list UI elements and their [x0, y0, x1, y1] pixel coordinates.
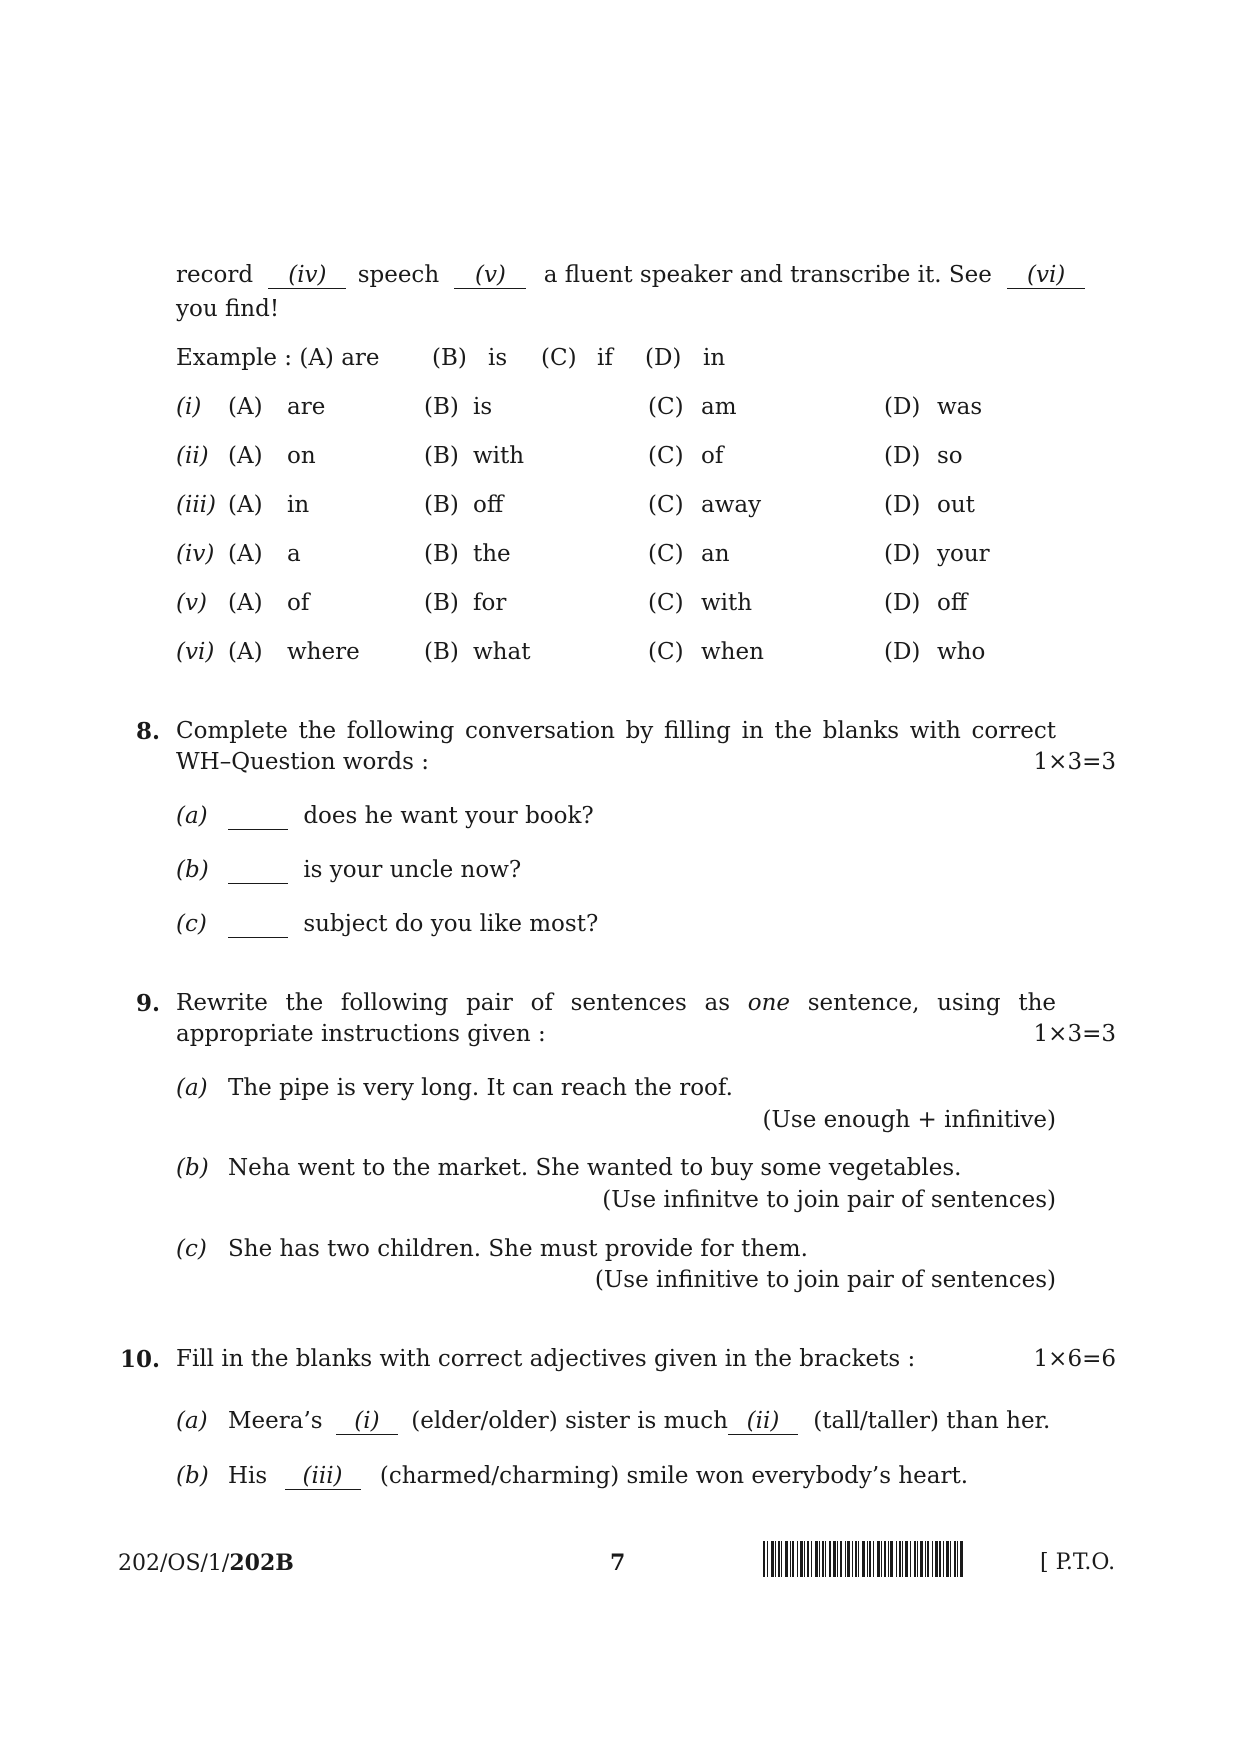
- option-row: (iv) (A) a (B) the (C) an (D) your: [176, 541, 990, 567]
- q9-marks: 1×3=3: [1033, 1021, 1116, 1047]
- blank-ii: (ii): [728, 1409, 798, 1435]
- option-row: (i) (A) are (B) is (C) am (D) was: [176, 394, 983, 420]
- q9-item-a: (a) The pipe is very long. It can reach the roof.: [176, 1075, 733, 1101]
- q8-marks: 1×3=3: [1033, 749, 1116, 775]
- option-row: (vi) (A) where (B) what (C) when (D) who: [176, 639, 986, 665]
- blank-line: [228, 912, 288, 938]
- q8-item-a: (a) does he want your book?: [176, 803, 594, 829]
- q9-item-b: (b) Neha went to the market. She wanted to buy some vegetables.: [176, 1155, 962, 1181]
- pto-label: [ P.T.O.: [1040, 1550, 1116, 1575]
- page-number: 7: [610, 1550, 626, 1576]
- question-number-10: 10.: [119, 1346, 160, 1373]
- blank-iv: (iv): [268, 263, 346, 289]
- option-row: (v) (A) of (B) for (C) with (D) off: [176, 590, 968, 616]
- barcode: [763, 1541, 1019, 1577]
- blank-vi: (vi): [1007, 263, 1085, 289]
- q9-line-1: Rewrite the following pair of sentences as one sentence, using the: [176, 990, 1056, 1016]
- passage-line-2: you find!: [176, 296, 280, 322]
- blank-line: [228, 804, 288, 830]
- blank-line: [228, 858, 288, 884]
- q9-item-c: (c) She has two children. She must provide for them.: [176, 1236, 808, 1262]
- q8-item-b: (b) is your uncle now?: [176, 857, 522, 883]
- q10-marks: 1×6=6: [1033, 1346, 1116, 1372]
- question-number-9: 9.: [135, 990, 160, 1017]
- option-row: (ii) (A) on (B) with (C) of (D) so: [176, 443, 963, 469]
- blank-iii: (iii): [285, 1464, 361, 1490]
- question-number-8: 8.: [135, 718, 160, 745]
- blank-i: (i): [336, 1409, 398, 1435]
- option-row: (iii) (A) in (B) off (C) away (D) out: [176, 492, 975, 518]
- passage-line-1: record (iv) speech (v) a fluent speaker and transcribe it. See (vi): [176, 262, 1085, 289]
- example-row: Example : (A) are (B) is (C) if (D) in: [176, 345, 726, 371]
- paper-code: 202/OS/1/202B: [118, 1550, 294, 1576]
- q8-line-1: Complete the following conversation by filling in the blanks with correct: [176, 718, 1056, 744]
- q8-item-c: (c) subject do you like most?: [176, 911, 599, 937]
- q9-line-2: appropriate instructions given :: [176, 1021, 546, 1047]
- q10-line-1: Fill in the blanks with correct adjectives given in the brackets :: [176, 1346, 916, 1372]
- q9-hint-b: (Use infinitve to join pair of sentences): [602, 1187, 1056, 1213]
- q8-line-2: WH–Question words :: [176, 749, 429, 775]
- q10-item-b: (b) His (iii) (charmed/charming) smile won everybody’s heart.: [176, 1463, 969, 1489]
- q9-hint-a: (Use enough + infinitive): [762, 1107, 1056, 1133]
- q10-item-a: (a) Meera’s (i) (elder/older) sister is much (ii) (tall/taller) than her.: [176, 1408, 1051, 1434]
- q9-hint-c: (Use infinitive to join pair of sentences): [594, 1267, 1056, 1293]
- blank-v: (v): [454, 263, 526, 289]
